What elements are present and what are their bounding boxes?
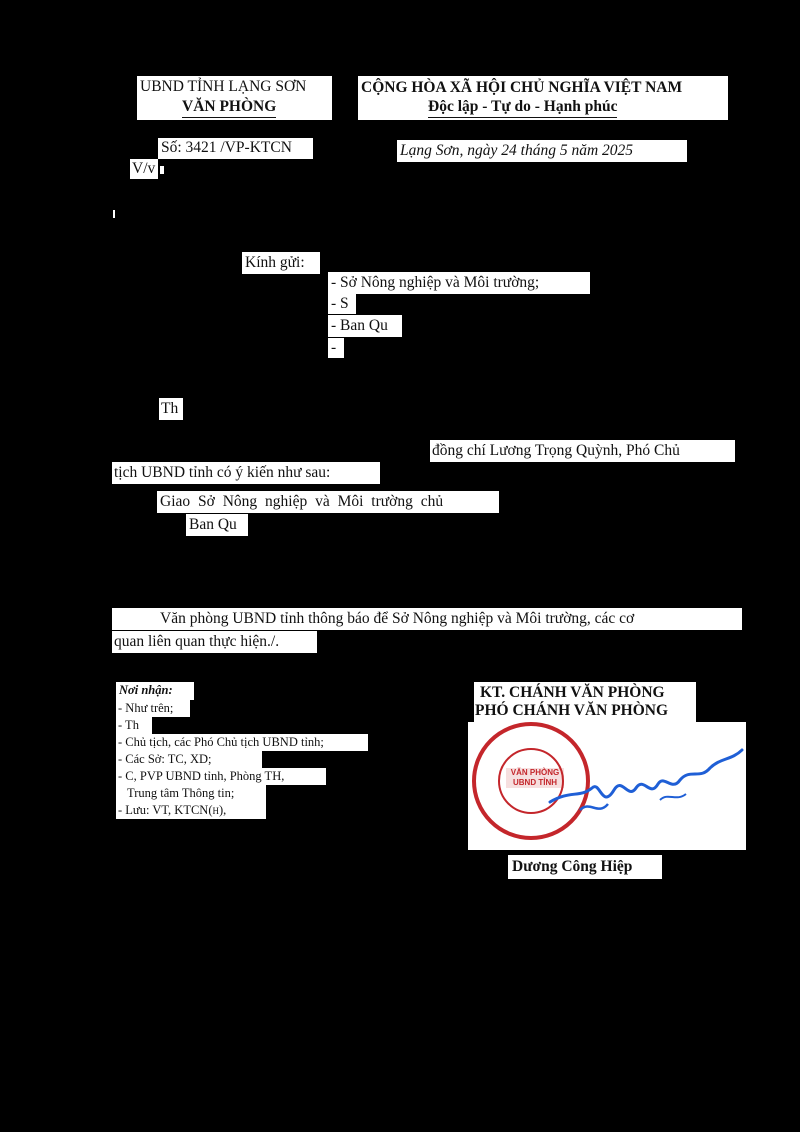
signature-scribble	[540, 740, 750, 830]
org-name: UBND TỈNH LẠNG SƠN	[140, 78, 307, 95]
footer-item-4: - Các Sở: TC, XD;	[118, 752, 212, 766]
footer-item-2: - Th	[118, 718, 139, 732]
place-date: Lạng Sơn, ngày 24 tháng 5 năm 2025	[400, 142, 634, 159]
seal-text: VĂN PHÒNG UBND TỈNH	[506, 768, 564, 788]
body-line-1: Th	[161, 400, 179, 417]
signature-title-2: PHÓ CHÁNH VĂN PHÒNG	[475, 702, 669, 719]
closing-line-2: quan liên quan thực hiện./.	[114, 633, 280, 650]
footer-item-5: - C, PVP UBND tỉnh, Phòng TH,	[118, 769, 285, 783]
footer-item-7: - Lưu: VT, KTCN(H),	[118, 803, 227, 817]
footer-label: Nơi nhận:	[119, 683, 173, 697]
recipient-2: - S	[331, 295, 349, 312]
directive-line-1: Giao Sở Nông nghiệp và Môi trường chủ	[160, 493, 444, 510]
recipient-1: - Sở Nông nghiệp và Môi trường;	[331, 274, 540, 291]
subject-prefix: V/v	[132, 160, 156, 177]
footer-item-3: - Chủ tịch, các Phó Chủ tịch UBND tỉnh;	[118, 735, 324, 749]
body-line-3: tịch UBND tỉnh có ý kiến như sau:	[114, 464, 331, 481]
footer-item-1: - Như trên;	[118, 701, 174, 715]
recipients-label: Kính gửi:	[245, 254, 305, 271]
body-line-2: đồng chí Lương Trọng Quỳnh, Phó Chủ	[432, 442, 680, 459]
doc-number: Số: 3421 /VP-KTCN	[161, 139, 292, 156]
motto: Độc lập - Tự do - Hạnh phúc	[428, 97, 617, 118]
subject-mark	[160, 166, 164, 174]
nation-title: CỘNG HÒA XÃ HỘI CHỦ NGHĨA VIỆT NAM	[361, 79, 683, 96]
directive-line-2: Ban Qu	[189, 516, 237, 533]
recipient-3: - Ban Qu	[331, 317, 388, 334]
recipient-4: -	[331, 339, 337, 356]
footer-item-6: Trung tâm Thông tin;	[127, 786, 235, 800]
dept-name: VĂN PHÒNG	[182, 97, 276, 118]
closing-line-1: Văn phòng UBND tỉnh thông báo để Sở Nông nghiệp và Môi trường, các cơ	[160, 610, 635, 627]
stray-mark	[113, 210, 115, 218]
signature-title-1: KT. CHÁNH VĂN PHÒNG	[480, 684, 665, 701]
signer-name: Dương Công Hiệp	[512, 858, 633, 875]
